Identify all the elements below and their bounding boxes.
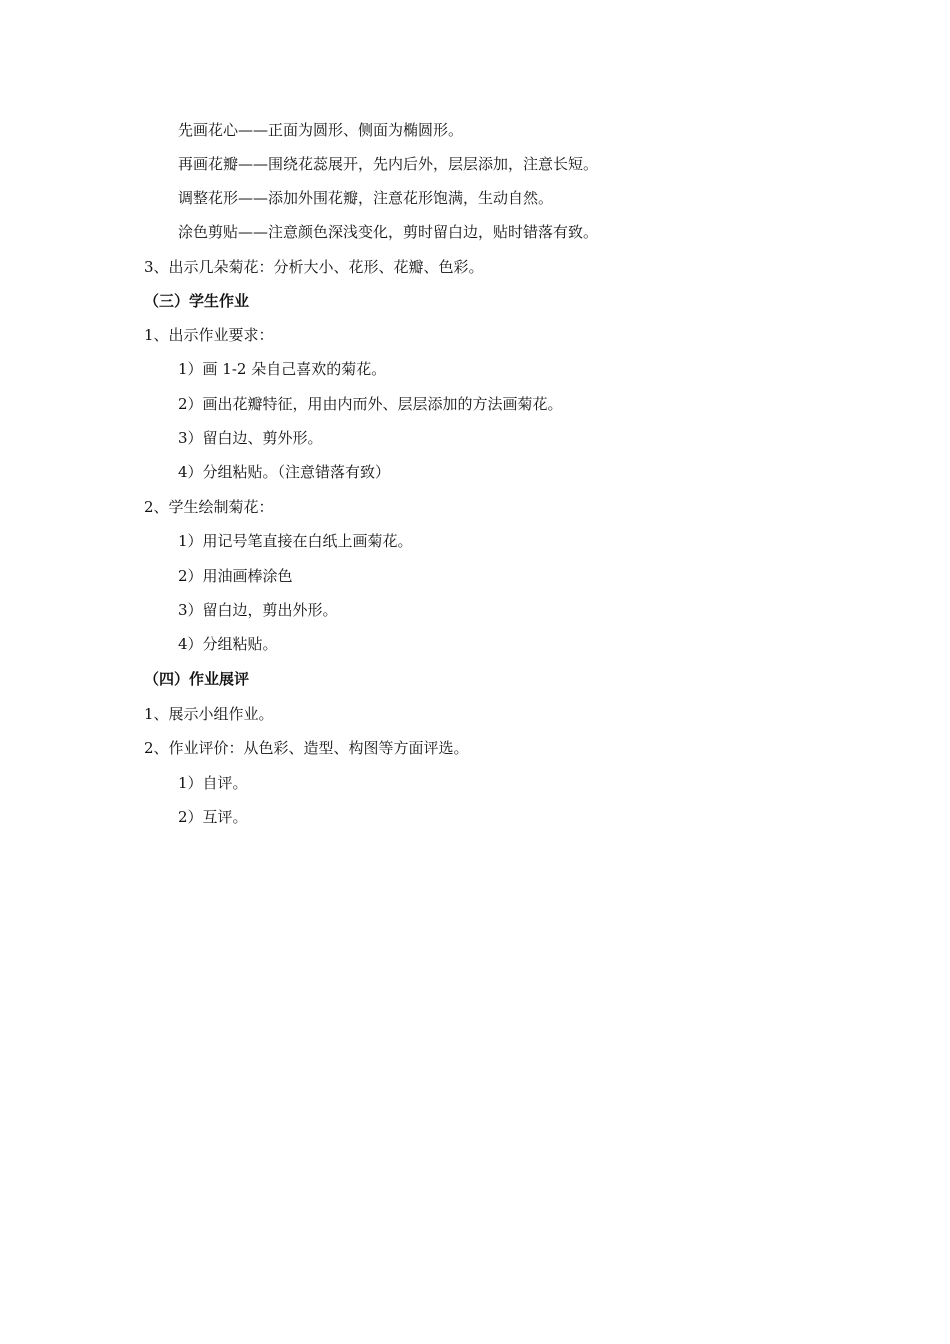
sub-item-2: 2）用油画棒涂色 — [178, 567, 293, 585]
sub-item-3: 3）留白边，剪出外形。 — [178, 601, 338, 619]
item-students-draw: 2、学生绘制菊花： — [144, 498, 274, 516]
sub-item-1: 1）画 1-2 朵自己喜欢的菊花。 — [178, 360, 387, 378]
step-draw-center: 先画花心——正面为圆形、侧面为椭圆形。 — [178, 121, 464, 139]
section-heading-student-work: （三）学生作业 — [144, 292, 250, 310]
item-show-chrysanthemums: 3、出示几朵菊花：分析大小、花形、花瓣、色彩。 — [144, 258, 484, 276]
step-color-cut-paste: 涂色剪贴——注意颜色深浅变化，剪时留白边，贴时错落有致。 — [178, 223, 599, 241]
sub-item-self-review: 1）自评。 — [178, 774, 248, 792]
sub-item-peer-review: 2）互评。 — [178, 808, 248, 826]
sub-item-2: 2）画出花瓣特征，用由内而外、层层添加的方法画菊花。 — [178, 395, 563, 413]
sub-item-4: 4）分组粘贴。 — [178, 635, 278, 653]
section-heading-work-review: （四）作业展评 — [144, 670, 250, 688]
step-draw-petals: 再画花瓣——围绕花蕊展开，先内后外，层层添加，注意长短。 — [178, 155, 599, 173]
step-adjust-shape: 调整花形——添加外围花瓣，注意花形饱满，生动自然。 — [178, 189, 554, 207]
item-show-group-work: 1、展示小组作业。 — [144, 705, 274, 723]
sub-item-4: 4）分组粘贴。（注意错落有致） — [178, 463, 391, 481]
sub-item-1: 1）用记号笔直接在白纸上画菊花。 — [178, 532, 413, 550]
item-work-requirements: 1、出示作业要求： — [144, 326, 274, 344]
item-work-evaluation: 2、作业评价：从色彩、造型、构图等方面评选。 — [144, 739, 469, 757]
sub-item-3: 3）留白边、剪外形。 — [178, 429, 323, 447]
